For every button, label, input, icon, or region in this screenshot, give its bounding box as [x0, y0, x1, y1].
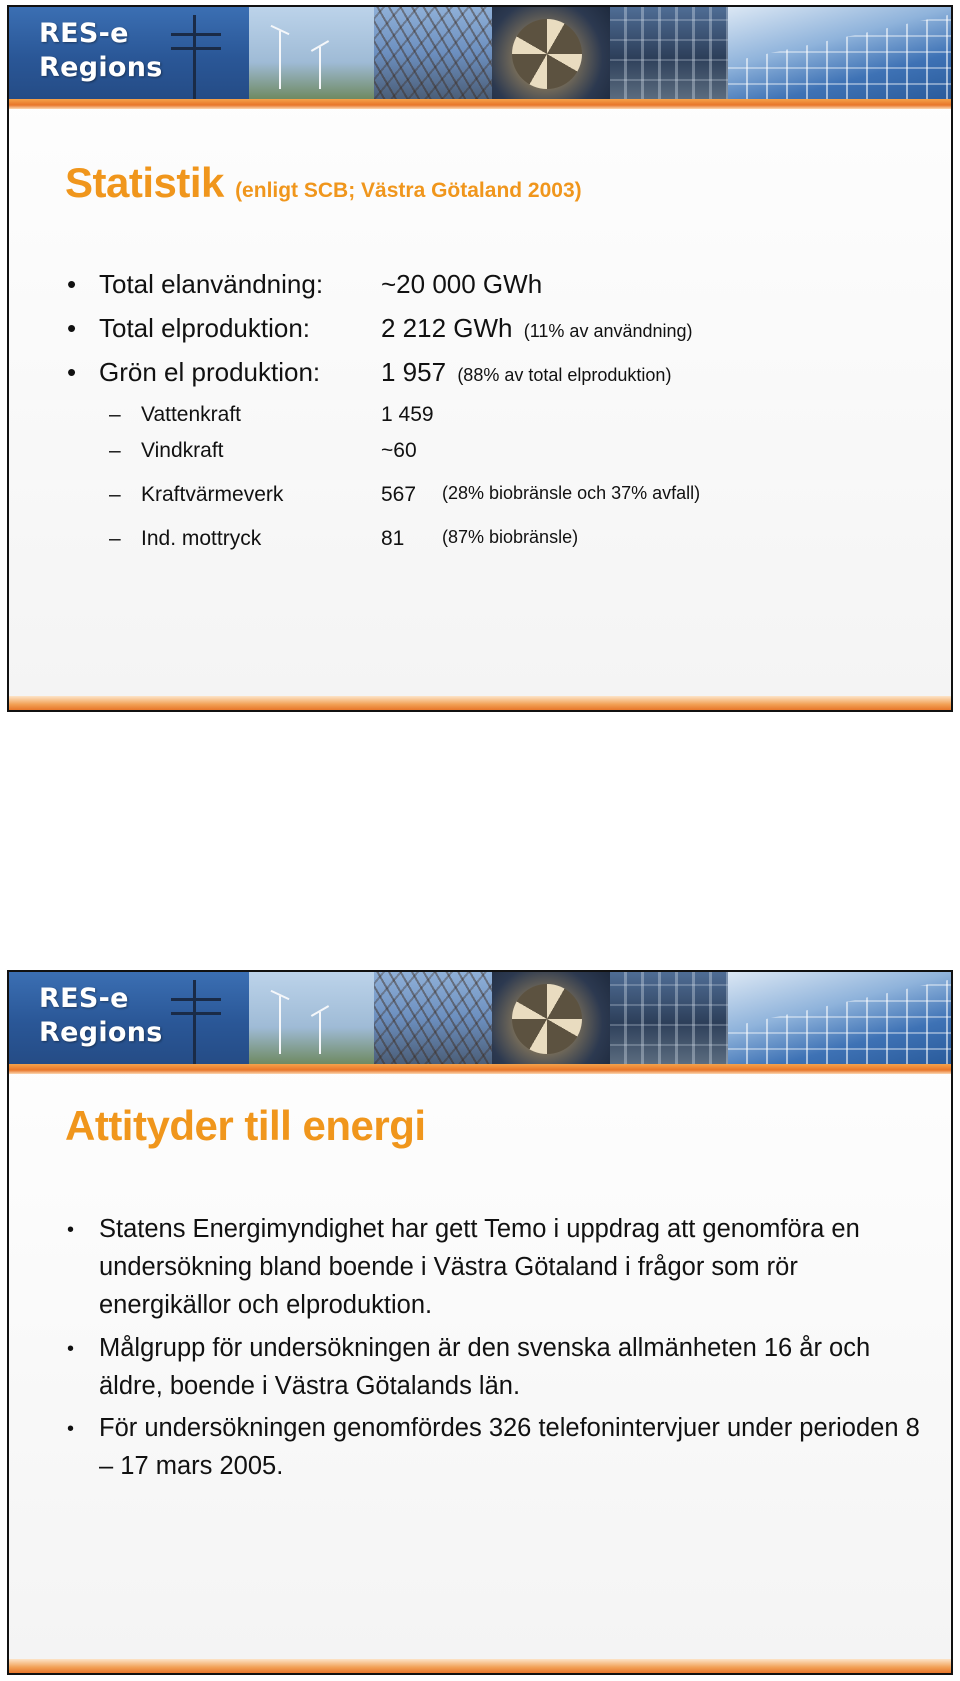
wind-turbine-image	[249, 7, 374, 99]
stat-note: (11% av användning)	[523, 321, 693, 341]
orange-divider	[9, 1064, 951, 1074]
stat-label: Total elanvändning:	[99, 269, 324, 299]
slide-title	[65, 159, 582, 207]
logo-panel	[9, 7, 249, 99]
sub-label: Vindkraft	[141, 439, 224, 462]
machinery-image	[610, 7, 728, 99]
sub-label: Ind. mottryck	[141, 527, 262, 550]
sub-note: (28% biobränsle och 37% avfall)	[442, 483, 701, 503]
logo-line1: RES-e	[39, 18, 129, 49]
tree-image	[374, 7, 492, 99]
sub-label: Vattenkraft	[141, 403, 241, 426]
pylon-icon	[163, 7, 233, 99]
solar-building-image	[728, 7, 951, 99]
sub-value: 1 459	[381, 403, 434, 426]
bottom-stripe	[9, 696, 951, 710]
dash-icon: –	[109, 527, 121, 550]
logo	[39, 982, 163, 1050]
tree-image	[374, 972, 492, 1064]
bullet-icon: •	[67, 1418, 75, 1440]
sub-value: ~60	[381, 439, 417, 462]
logo	[39, 17, 163, 85]
pylon-icon	[163, 972, 233, 1064]
stat-note: (88% av total elproduktion)	[457, 365, 672, 385]
logo-line2: Regions	[39, 52, 163, 83]
bullet-icon: •	[67, 269, 77, 299]
paragraph: Statens Energimyndighet har gett Temo i uppdrag att genomföra en undersökning bland boende i Västra Götaland i frågor som rör energikällor och elproduktion.	[99, 1215, 860, 1319]
bottom-stripe	[9, 1659, 951, 1673]
paragraph: För undersökningen genomfördes 326 telefonintervjuer under perioden 8 – 17 mars 2005.	[99, 1414, 920, 1480]
bullet-icon: •	[67, 357, 77, 387]
slide-attityder	[7, 970, 953, 1675]
bullet-icon: •	[67, 1219, 75, 1241]
dash-icon: –	[109, 403, 121, 426]
stat-value: 2 212 GWh (11% av användning)	[381, 313, 693, 343]
logo-line2: Regions	[39, 1017, 163, 1048]
sub-value: 567	[381, 483, 417, 506]
stat-value: ~20 000 GWh	[381, 269, 543, 299]
sub-value: 81	[381, 527, 405, 550]
orange-divider	[9, 99, 951, 109]
title-text: Statistik	[65, 159, 224, 206]
slide-statistik	[7, 5, 953, 712]
stat-value: 1 957 (88% av total elproduktion)	[381, 357, 672, 387]
banner	[9, 7, 951, 99]
stat-label: Total elproduktion:	[99, 313, 311, 343]
wind-turbine-image	[249, 972, 374, 1064]
stat-label: Grön el produktion:	[99, 357, 321, 387]
dash-icon: –	[109, 439, 121, 462]
turbine-fan-image	[492, 7, 610, 99]
sub-label: Kraftvärmeverk	[141, 483, 284, 506]
title-subtitle: (enligt SCB; Västra Götaland 2003)	[235, 179, 582, 202]
dash-icon: –	[109, 483, 121, 506]
sub-note: (87% biobränsle)	[442, 527, 579, 547]
logo-line1: RES-e	[39, 983, 129, 1014]
bullet-icon: •	[67, 1338, 75, 1360]
turbine-fan-image	[492, 972, 610, 1064]
slide-title: Attityder till energi	[65, 1102, 426, 1149]
logo-panel	[9, 972, 249, 1064]
solar-building-image	[728, 972, 951, 1064]
machinery-image	[610, 972, 728, 1064]
bullet-icon: •	[67, 313, 77, 343]
banner	[9, 972, 951, 1064]
paragraph: Målgrupp för undersökningen är den svenska allmänheten 16 år och äldre, boende i Västra Götalands län.	[99, 1334, 871, 1400]
